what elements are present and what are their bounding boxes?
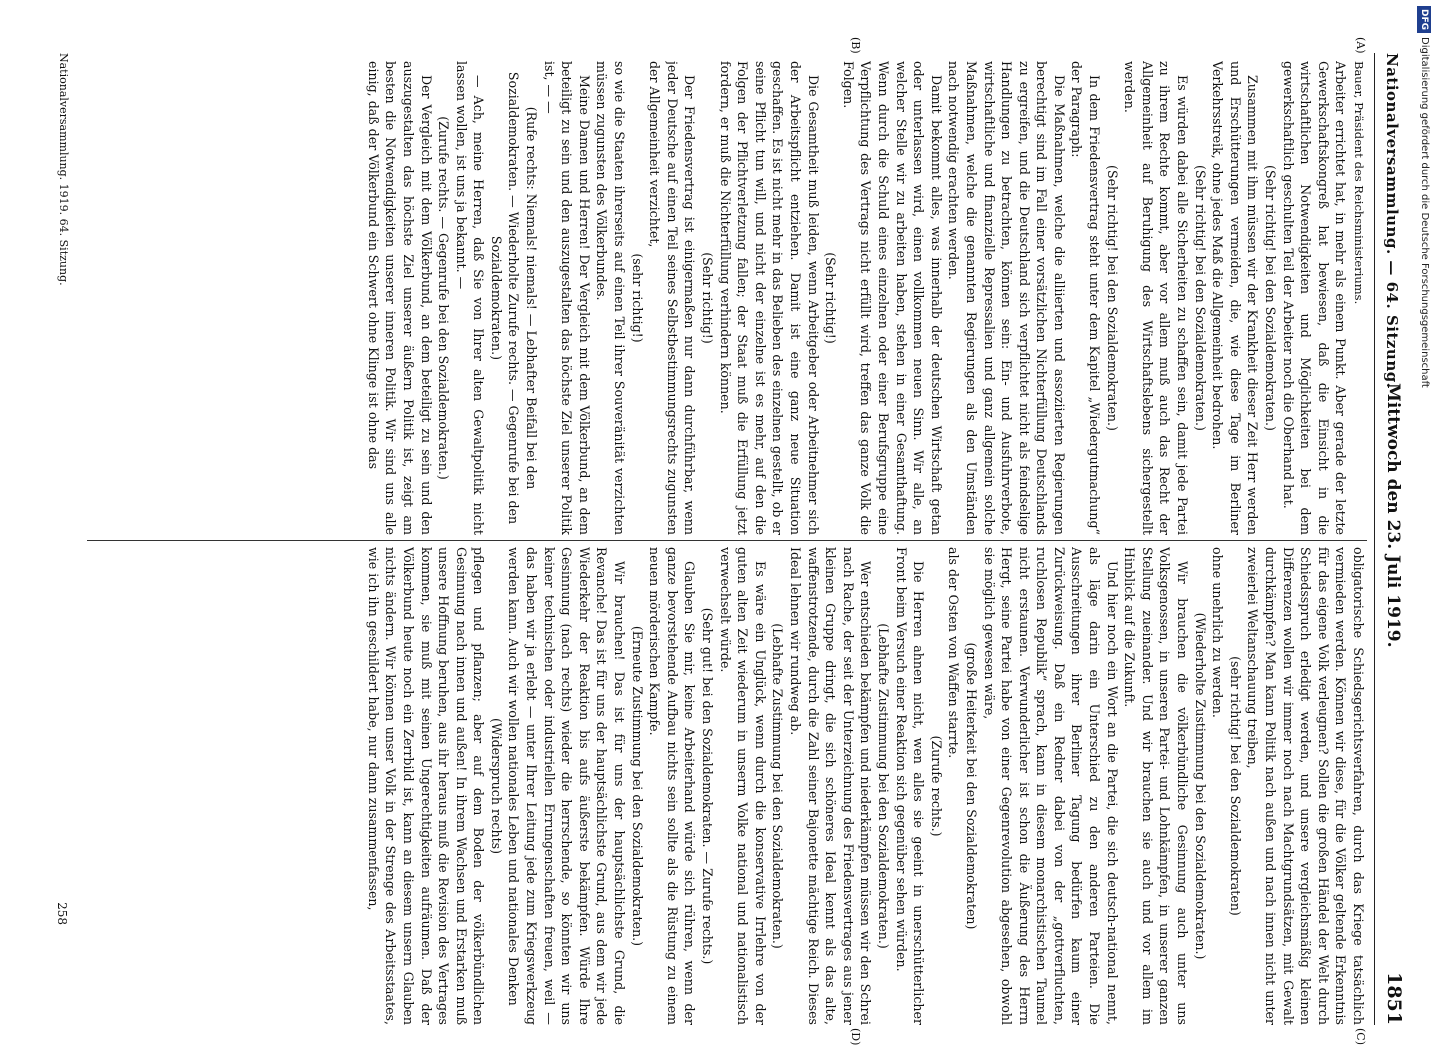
paragraph: Zusammen mit ihm müssen wir der Krankheit dieser Zeit Herr werden und Erschütterungen vermeiden, die, wie diese Tage im Berliner Verkehrsstreik, ohne jedes Maß die Allgemeinheit bedrohen.: [1210, 61, 1261, 535]
text-column-right: [83, 547, 1367, 1025]
margin-marker-b: (B): [849, 37, 862, 54]
speaker-line: Bauer, Präsident des Reichsministeriums.: [1352, 61, 1366, 305]
interjection: (Lebhafte Zustimmung bei den Sozialdemokraten.): [875, 623, 891, 949]
paragraph: Arbeiter errichtet hat, in mehr als einem Punkt. Aber gerade der letzte Gewerkschaftskongreß hat bewiesen, daß die Einsicht in die wirtschaftlichen Notwendigkeiten und Möglichkeiten bei dem gewerkschaftlich geschulten Teil der Arbeiter noch die Oberhand hat.: [1280, 61, 1349, 535]
interjection: (Lebhafte Zustimmung bei den Sozialdemokraten.): [770, 623, 786, 949]
margin-marker-c: (C): [1354, 1028, 1367, 1045]
interjection: (Sehr richtig! bei den Sozialdemokraten.): [1104, 165, 1120, 431]
interjection: (große Heiterkeit bei den Sozialdemokraten): [963, 642, 979, 930]
quoted-paragraph: Die Maßnahmen, welche die alliierten und assoziierten Regierungen berechtigt sind im Fall einer vorsätzlichen Nichterfüllung Deutschlands zu ergreifen, und die Deutschland sich verpflichtet nicht als feindselige Handlungen zu betrachten, können sein: Ein- und Ausfuhrverbote, wirtschaftliche und finanzielle Repressalien und ganz allgemein solche Maßnahmen, welche die genannten Regierungen als den Umständen nach notwendig erachten werden.: [946, 61, 1067, 535]
interjection: (Sehr richtig!): [823, 252, 839, 344]
interjection: (Sehr richtig! bei den Sozialdemokraten.): [1263, 165, 1279, 431]
paragraph: obligatorische Schiedsgerichtsverfahren, durch das Kriege tatsächlich vermieden werden. Können wir diese, für die Völker geltende Erkenntnis für das eigene Volk verleugnen? Sollen die großen Händel der Welt durch Schiedsspruch erledigt werden, und unsere vergleichsmäßig kleinen Differenzen wollen wir immer noch nach Machtgrundsätzen, mit Gewalt durchkämpfen? Man kann Politik nach außen und nach innen nicht unter zweierlei Weltanschauung treiben,: [1245, 547, 1366, 1025]
header-left: Nationalversammlung. — 64. Sitzung.: [1383, 53, 1401, 389]
page-signature: 258: [55, 902, 69, 925]
interjection: (Erneute Zustimmung bei den Sozialdemokraten.): [629, 625, 645, 947]
paragraph: ohne unehrlich zu werden.: [1210, 547, 1226, 718]
interjection: (Sehr gut! bei den Sozialdemokraten. — Zurufe rechts.): [700, 607, 716, 965]
paragraph: so wie die Staaten ihrerseits auf einen Teil ihrer Souveränität verzichten müssen zugunsten des Völkerbundes.: [594, 61, 628, 535]
column-divider: [87, 540, 1367, 541]
paragraph: — Ach, meine Herren, daß Sie von Ihrer alten Gewaltpolitik nicht lassen wollen, ist uns ja bekannt. —: [453, 61, 487, 535]
page-header: [1374, 53, 1407, 1025]
interjection: (Zurufe rechts. — Gegenrufe bei den Sozialdemokraten.): [436, 116, 452, 480]
paragraph: Die Herren ahnen nicht, wen alles sie geeint in unerschütterlicher Front beim Versuch einer Reaktion sich gegenüber sehen würden.: [893, 547, 927, 1025]
digitization-credit: [1417, 6, 1431, 996]
interjection: (Sehr richtig! bei den Sozialdemokraten.): [1192, 165, 1208, 431]
margin-marker-d: (D): [849, 1028, 862, 1045]
interjection: (Sehr richtig!): [700, 252, 716, 344]
header-page-number: 1851: [1383, 972, 1405, 1025]
paragraph: Wer entschieden bekämpfen und niederkämpfen müssen wir den Schrei nach Rache, der seit der Unterzeichnung des Friedensvertrages aus jener kleinen Gruppe dringt, die sich schöneres Ideal kennt als das alte, waffenstrotzende, durch die Zahl seiner Bajonette mächtige Reich. Dieses Ideal lehnen wir rundweg ab.: [788, 547, 874, 1025]
paragraph: Der Friedensvertrag ist einigermaßen nur dann durchführbar, wenn jeder Deutsche auf einen Teil seines Selbstbestimmungsrechts zugunsten der Allgemeinheit verzichtet,: [647, 61, 698, 535]
digitization-credit-text: Digitalisierung gefördert durch die Deutsche Forschungsgemeinschaft: [1419, 37, 1430, 388]
scanned-page: [47, 35, 1407, 1045]
paragraph: Es wäre ein Unglück, wenn durch die konservative Irrlehre von der guten alten Zeit wiederum in unserm Volke national und nationalistisch verwechselt würde.: [717, 547, 768, 1025]
paragraph: Es würden dabei alle Sicherheiten zu schaffen sein, damit jede Partei zu ihrem Rechte kommt, aber vor allem muß auch das Recht der Allgemeinheit auf Beruhigung des Wirtschaftslebens sichergestellt werden.: [1122, 61, 1191, 535]
paragraph: In dem Friedensvertrag steht unter dem Kapitel „Wiedergutmachung“ der Paragraph:: [1069, 61, 1103, 535]
paragraph: Der Vergleich mit dem Völkerbund, an dem beteiligt zu sein und den auszugestalten das höchste Ziel unserer äußern Politik ist, zeigt am besten die Notwendigkeiten unserer inneren Politik. Wir sind uns alle einig, daß der Völkerbund ein Schwert ohne Klinge ist ohne das: [365, 61, 434, 535]
paragraph: Meine Damen und Herren! Der Vergleich mit dem Völkerbund, an dem beteiligt zu sein und den auszugestalten das höchste Ziel unserer Politik ist, — —: [541, 61, 592, 535]
interjection: (Widerspruch rechts): [488, 717, 504, 855]
paragraph: Damit bekommt alles, was innerhalb der deutschen Wirtschaft getan oder unterlassen wird, einen vollkommen neuen Sinn. Wir alle, an welcher Stelle wir zu arbeiten haben, stehen in einer Gesamthaftung. Wenn durch die Schuld eines einzelnen oder einer Berufsgruppe eine Verpflichtung des Vertrags nicht erfüllt wird, treffen das ganze Volk die Folgen.: [840, 61, 944, 535]
interjection: (Wiederholte Zustimmung bei den Sozialdemokraten.): [1192, 612, 1208, 960]
interjection: (Zurufe rechts.): [928, 735, 944, 837]
margin-marker-a: (A): [1354, 37, 1367, 54]
paragraph: als der Osten von Waffen starrte.: [946, 547, 962, 759]
paragraph: Die Gesamtheit muß leiden, wenn Arbeitgeber oder Arbeitnehmer sich der Arbeitspflicht entziehen. Damit ist eine ganz neue Situation geschaffen. Es ist nicht mehr in das Belieben des einzelnen gestellt, ob er seine Pflicht tun will, und nicht der einzelne ist es mehr, auf den die Folgen der Pflichtverletzung fallen; der Staat muß die Erfüllung jetzt fordern, er muß die Nichterfüllung verhindern können.: [717, 61, 821, 535]
interjection: (sehr richtig! bei den Sozialdemokraten): [1227, 656, 1243, 916]
paragraph: Und hier noch ein Wort an die Partei, die sich deutsch-national nennt, als läge darin ein Unterschied zu den anderen Parteien. Die Ausschreitungen ihrer Berliner Tagung bedürfen kaum einer Zurückweisung. Daß ein Redner dabei von der „gottverfluchten, ruchlosen Republik“ sprach, kann in diesem monarchistischen Taumel nicht erstaunen. Verwunderlicher ist schon die Äußerung des Herrn Hergt, seine Partei habe von einer Gegenrevolution abgesehen, obwohl sie möglich gewesen wäre,: [981, 547, 1120, 1025]
paragraph: Wir brauchen! Das ist für uns der hauptsächlichste Grund, die Revanche! Das ist für uns der hauptsächlichste Grund, aus dem wir jede Wiederkehr der Reaktion bis aufs äußerste bekämpfen. Würde Ihre Gesinnung (nach rechts) wieder die herrschende, so könnten wir uns keiner technischen oder industriellen Errungenschaften freuen, weil — das haben wir ja erlebt — unter Ihrer Leitung jede zum Kriegswerkzeug werden kann. Auch wir wollen nationales Leben und nationales Denken: [506, 547, 628, 1025]
paragraph: Glauben Sie mir, keine Arbeiterhand würde sich rühren, wenn der ganze bevorstehende Aufbau nichts sein sollte als die Rüstung zu einem neuen mörderischen Kampfe.: [647, 547, 698, 1025]
paragraph: Wir brauchen die völkerbündliche Gesinnung auch unter uns Volksgenossen, in unseren Partei- und Lohnkämpfen, in unserer ganzen Stellung zueinander. Und wir brauchen sie auch und vor allem im Hinblick auf die Zukunft.: [1122, 547, 1191, 1025]
page-footer: Nationalversammlung. 1919. 64. Sitzung.: [57, 53, 70, 286]
dfg-logo-icon: DFG: [1417, 6, 1431, 33]
header-date: Mittwoch den 23. Juli 1919.: [1383, 383, 1403, 648]
text-column-left: [83, 61, 1367, 535]
interjection: (sehr richtig!): [629, 253, 645, 343]
interjection: (Rufe rechts: Niemals! niemals! — Lebhafter Beifall bei den Sozialdemokraten. — Wiederholte Zurufe rechts. — Gegenrufe bei den Sozialdemokraten.): [488, 71, 540, 525]
paragraph: pflegen und pflanzen; aber auf dem Boden der völkerbündlichen Gesinnung nach innen und außen! In ihrem Wachsen und Erstarken muß unsere Hoffnung beruhen, aus ihr heraus muß die Revision des Vertrages kommen, sie muß mit seinen Ungerechtigkeiten aufräumen. Daß der Völkerbund heute noch ein Zerrbild ist, kann an diesem unsern Glauben nichts ändern. Wir können unser Volk in der Strenge des Arbeitsstaates, wie ich ihn geschildert habe, nur dann zusammenfassen,: [365, 547, 487, 1025]
